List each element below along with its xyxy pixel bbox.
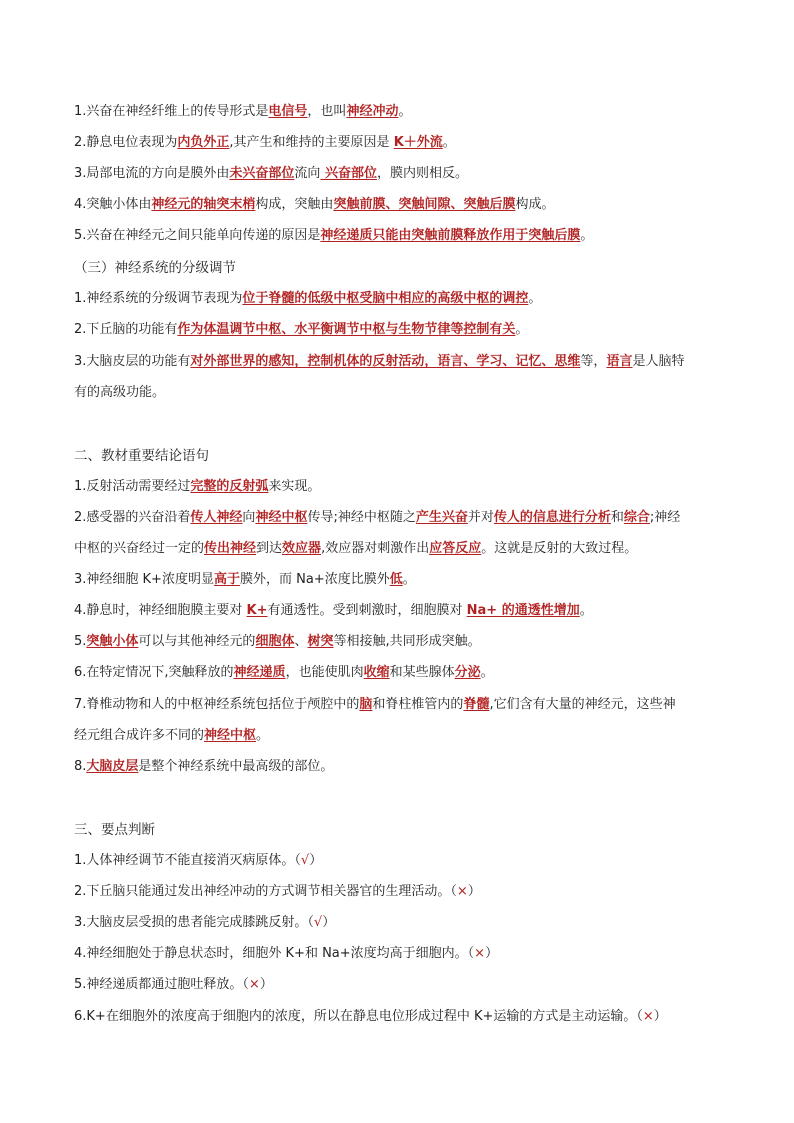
key-term: 语言 bbox=[606, 354, 633, 369]
text: 构成，突触由 bbox=[255, 197, 334, 212]
key-term: 内负外正 bbox=[177, 135, 230, 150]
text: 和脊柱椎管内的 bbox=[372, 697, 464, 712]
judgment-item bbox=[74, 975, 734, 995]
key-term: 对外部世界的感知，控制机体的反射活动，语言、学习、记忆、思维 bbox=[190, 354, 581, 369]
key-term: 神经元的轴突末梢 bbox=[151, 197, 256, 212]
key-term: 兴奋部位 bbox=[320, 166, 377, 181]
key-term: Na+ 的通透性增加 bbox=[466, 603, 580, 618]
key-term: 神经中枢 bbox=[204, 728, 257, 743]
judgment-item bbox=[74, 913, 734, 933]
s2-line-8 bbox=[74, 695, 734, 715]
text: 5.兴奋在神经元之间只能单向传递的原因是 bbox=[74, 228, 321, 243]
text: ，也叫 bbox=[307, 104, 347, 119]
s1-line-1 bbox=[74, 102, 734, 122]
s2-line-7 bbox=[74, 663, 734, 683]
judgment-item bbox=[74, 1007, 734, 1027]
text: 传导;神经中枢随之 bbox=[307, 510, 416, 525]
key-term: 大脑皮层 bbox=[86, 759, 139, 774]
text: 有的高级功能。 bbox=[74, 385, 166, 400]
text: 6.在特定情况下,突触释放的 bbox=[74, 665, 234, 680]
judgment-item bbox=[74, 882, 734, 902]
key-term: 脊髓 bbox=[463, 697, 490, 712]
answer-mark: √ bbox=[313, 915, 323, 930]
text: 3.神经细胞 K+浓度明显 bbox=[74, 572, 214, 587]
key-term: 作为体温调节中枢、水平衡调节中枢与生物节律等控制有关 bbox=[177, 322, 516, 337]
key-term: 分泌 bbox=[454, 665, 481, 680]
key-term: 传出神经 bbox=[204, 541, 257, 556]
section-heading-3: 三、要点判断 bbox=[74, 822, 155, 838]
text: 3.大脑皮层的功能有 bbox=[74, 354, 191, 369]
text: ，膜内则相反。 bbox=[376, 166, 468, 181]
s2-line-9 bbox=[74, 726, 734, 746]
text: 是人脑特 bbox=[632, 354, 685, 369]
s2-line-5 bbox=[74, 601, 734, 621]
s1-line-2 bbox=[74, 133, 734, 153]
key-term: 细胞体 bbox=[255, 634, 295, 649]
text: 。 bbox=[402, 572, 416, 587]
text: 和 bbox=[610, 510, 624, 525]
judgment-text: 5.神经递质都通过胞吐释放。（ bbox=[74, 977, 249, 992]
text: 2.下丘脑的功能有 bbox=[74, 322, 178, 337]
answer-mark: √ bbox=[300, 853, 310, 868]
key-term: K+ bbox=[246, 603, 268, 618]
text: 。 bbox=[256, 728, 270, 743]
key-term: 位于脊髓的低级中枢受脑中相应的高级中枢的调控 bbox=[242, 291, 529, 306]
text: ,它们含有大量的神经元，这些神 bbox=[489, 697, 676, 712]
text: 1.神经系统的分级调节表现为 bbox=[74, 291, 243, 306]
text: 1.兴奋在神经纤维上的传导形式是 bbox=[74, 104, 269, 119]
judgment-item bbox=[74, 944, 734, 964]
judgment-text: 2.下丘脑只能通过发出神经冲动的方式调节相关器官的生理活动。（ bbox=[74, 884, 457, 899]
text: 来实现。 bbox=[268, 479, 321, 494]
text: 和某些腺体 bbox=[389, 665, 455, 680]
answer-mark: × bbox=[474, 946, 486, 961]
key-term: 综合 bbox=[623, 510, 650, 525]
text: 有通透性。受到刺激时，细胞膜对 bbox=[267, 603, 467, 618]
key-term: 神经冲动 bbox=[346, 104, 399, 119]
text: 5. bbox=[74, 634, 87, 649]
text: ） bbox=[322, 915, 336, 930]
text: 可以与其他神经元的 bbox=[138, 634, 256, 649]
s2-line-4 bbox=[74, 570, 734, 590]
text: 。 bbox=[579, 603, 593, 618]
text: 。 bbox=[480, 665, 494, 680]
judgment-text: 1.人体神经调节不能直接消灭病原体。（ bbox=[74, 853, 301, 868]
text: 7.脊椎动物和人的中枢神经系统包括位于颅腔中的 bbox=[74, 697, 360, 712]
s1b-line-2 bbox=[74, 320, 734, 340]
text: 。 bbox=[528, 291, 542, 306]
text: 。 bbox=[515, 322, 529, 337]
text: 到达 bbox=[256, 541, 283, 556]
text: ） bbox=[653, 1009, 667, 1024]
key-term: 产生兴奋 bbox=[415, 510, 468, 525]
text: 向 bbox=[242, 510, 256, 525]
key-term: 脑 bbox=[359, 697, 373, 712]
text: 1.反射活动需要经过 bbox=[74, 479, 191, 494]
s1b-line-1 bbox=[74, 289, 734, 309]
text: ;神经 bbox=[649, 510, 681, 525]
s2-line-10 bbox=[74, 757, 734, 777]
text: 4.静息时，神经细胞膜主要对 bbox=[74, 603, 247, 618]
text: ） bbox=[485, 946, 499, 961]
text: ,效应器对刺激作出 bbox=[321, 541, 430, 556]
text: 、 bbox=[294, 634, 308, 649]
key-term: 传人神经 bbox=[190, 510, 243, 525]
s1b-line-4 bbox=[74, 383, 734, 403]
key-term: 突触小体 bbox=[86, 634, 139, 649]
key-term: 神经递质 bbox=[233, 665, 286, 680]
judgment-text: 4.神经细胞处于静息状态时，细胞外 K+和 Na+浓度均高于细胞内。（ bbox=[74, 946, 475, 961]
text: ） bbox=[467, 884, 481, 899]
s2-line-2 bbox=[74, 508, 734, 528]
text: 是整个神经系统中最高级的部位。 bbox=[138, 759, 334, 774]
key-term: 神经递质只能由突触前膜释放作用于突触后膜 bbox=[320, 228, 581, 243]
answer-mark: × bbox=[642, 1009, 654, 1024]
text: 构成。 bbox=[515, 197, 555, 212]
key-term: 高于 bbox=[213, 572, 240, 587]
answer-mark: × bbox=[248, 977, 260, 992]
s2-line-1 bbox=[74, 477, 734, 497]
s1-line-3 bbox=[74, 164, 734, 184]
text: 8. bbox=[74, 759, 87, 774]
text: 2.静息电位表现为 bbox=[74, 135, 178, 150]
answer-mark: × bbox=[456, 884, 468, 899]
text: ，也能使肌肉 bbox=[285, 665, 364, 680]
text: 。 bbox=[442, 135, 456, 150]
text: 中枢的兴奋经过一定的 bbox=[74, 541, 205, 556]
text: 流向 bbox=[294, 166, 321, 181]
text: 3.局部电流的方向是膜外由 bbox=[74, 166, 230, 181]
key-term: 树突 bbox=[307, 634, 334, 649]
subheading: （三）神经系统的分级调节 bbox=[74, 260, 236, 276]
text: ） bbox=[259, 977, 273, 992]
s1b-line-3 bbox=[74, 352, 734, 372]
key-term: 效应器 bbox=[282, 541, 322, 556]
text: 2.感受器的兴奋沿着 bbox=[74, 510, 191, 525]
s2-line-6 bbox=[74, 632, 734, 652]
text: 等相接触,共同形成突触。 bbox=[333, 634, 481, 649]
s1-line-5 bbox=[74, 226, 734, 246]
text: ） bbox=[309, 853, 323, 868]
judgment-text: 6.K+在细胞外的浓度高于细胞内的浓度，所以在静息电位形成过程中 K+运输的方式是主动运输。（ bbox=[74, 1009, 643, 1024]
judgment-text: 3.大脑皮层受损的患者能完成膝跳反射。（ bbox=[74, 915, 314, 930]
key-term: K＋外流 bbox=[393, 135, 443, 150]
s2-line-3 bbox=[74, 539, 734, 559]
text: 经元组合成许多不同的 bbox=[74, 728, 205, 743]
section-heading-2: 二、教材重要结论语句 bbox=[74, 448, 209, 464]
key-term: 突触前膜、突触间隙、突触后膜 bbox=[333, 197, 516, 212]
s1-line-4 bbox=[74, 195, 734, 215]
key-term: 电信号 bbox=[268, 104, 308, 119]
key-term: 应答反应 bbox=[429, 541, 482, 556]
text: 。这就是反射的大致过程。 bbox=[481, 541, 638, 556]
key-term: 完整的反射弧 bbox=[190, 479, 269, 494]
key-term: 收缩 bbox=[363, 665, 390, 680]
text: 并对 bbox=[467, 510, 494, 525]
text: 膜外，而 Na+浓度比膜外 bbox=[239, 572, 390, 587]
text: ,其产生和维持的主要原因是 bbox=[229, 135, 394, 150]
key-term: 未兴奋部位 bbox=[229, 166, 295, 181]
text: 。 bbox=[580, 228, 594, 243]
text: 4.突触小体由 bbox=[74, 197, 152, 212]
text: 等， bbox=[580, 354, 607, 369]
key-term: 神经中枢 bbox=[255, 510, 308, 525]
judgment-item bbox=[74, 851, 734, 871]
key-term: 传人的信息进行分析 bbox=[493, 510, 611, 525]
text: 。 bbox=[398, 104, 412, 119]
key-term: 低 bbox=[389, 572, 403, 587]
